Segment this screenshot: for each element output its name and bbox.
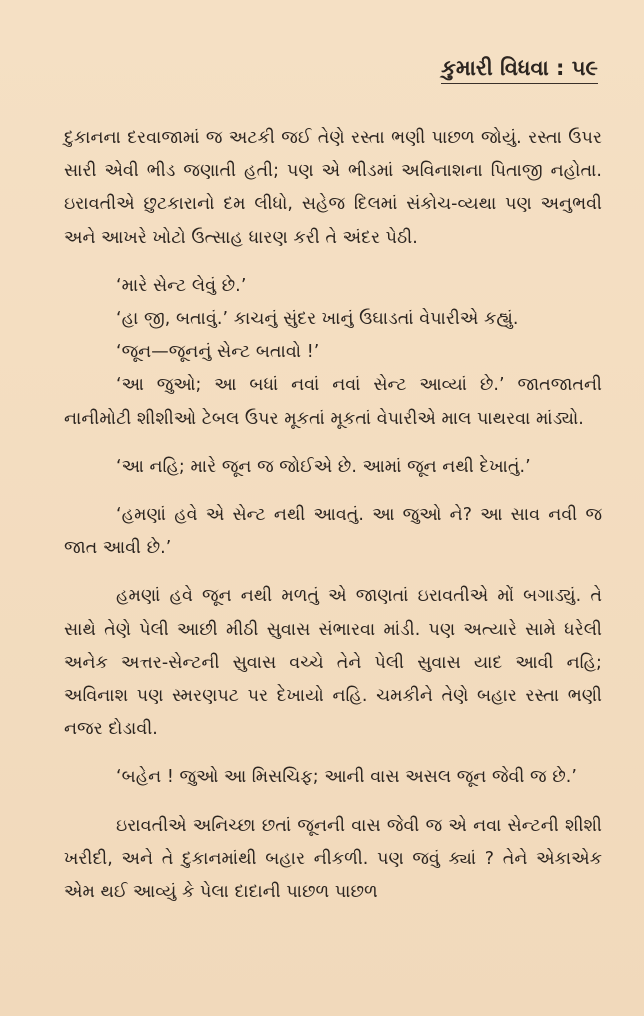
paragraph-4: ‘જૂન—જૂનનું સેન્ટ બતાવો !’ <box>116 342 320 363</box>
body-text <box>64 122 602 909</box>
paragraph-6: ‘આ નહિ; મારે જૂન જ જોઈએ છે. આમાં જૂન નથી દેખાતું.’ <box>116 456 531 477</box>
paragraph-10: ઇરાવતીએ અનિચ્છા છતાં જૂનની વાસ જેવી જ એ નવા સેન્ટની શીશી ખરીદી, અને તે દુકાનમાંથી બહાર નીકળી. પણ જવું ક્યાં ? તેને એકાએક એમ થઈ આવ્યું કે પેલા દાદાની પાછળ પાછળ <box>64 815 602 903</box>
paragraph-3: ‘હા જી, બતાવું.’ કાચનું સુંદર ખાનું ઉઘાડતાં વેપારીએ કહ્યું. <box>116 309 519 330</box>
paragraph-5: ‘આ જુઓ; આ બધાં નવાં નવાં સેન્ટ આવ્યાં છે.’ જાતજાતની નાનીમોટી શીશીઓ ટેબલ ઉપર મૂકતાં મૂકતાં વેપારીએ માલ પાથરવા માંડ્યો. <box>64 375 602 429</box>
paragraph-9: ‘બહેન ! જુઓ આ મિસચિફ; આની વાસ અસલ જૂન જેવી જ છે.’ <box>116 767 578 788</box>
paragraph-7: ‘હમણાં હવે એ સેન્ટ નથી આવતું. આ જુઓ ને? આ સાવ નવી જ જાત આવી છે.’ <box>64 505 602 559</box>
running-title: કુમારી વિધવા : ૫૯ <box>441 56 598 84</box>
paragraph-2: ‘મારે સેન્ટ લેવું છે.’ <box>116 275 247 296</box>
paragraph-1: દુકાનના દરવાજામાં જ અટકી જઈ તેણે રસ્તા ભણી પાછળ જોયું. રસ્તા ઉપર સારી એવી ભીડ જણાતી હતી; પણ એ ભીડમાં અવિનાશના પિતાજી નહોતા. ઇરાવતીએ છુટકારાનો દમ લીધો, સહેજ દિલમાં સંકોચ-વ્યથા પણ અનુભવી અને આખરે ખોટો ઉત્સાહ ધારણ કરી તે અંદર પેઠી. <box>64 128 602 248</box>
running-head <box>64 56 602 84</box>
paragraph-8: હમણાં હવે જૂન નથી મળતું એ જાણતાં ઇરાવતીએ મોં બગાડ્યું. તે સાથે તેણે પેલી આછી મીઠી સુવાસ સંભારવા માંડી. પણ અત્યારે સામે ધરેલી અનેક અત્તર-સેન્ટની સુવાસ વચ્ચે તેને પેલી સુવાસ યાદ આવી નહિ; અવિનાશ પણ સ્મરણપટ પર દેખાયો નહિ. ચમકીને તેણે બહાર રસ્તા ભણી નજર દોડાવી. <box>64 586 602 740</box>
